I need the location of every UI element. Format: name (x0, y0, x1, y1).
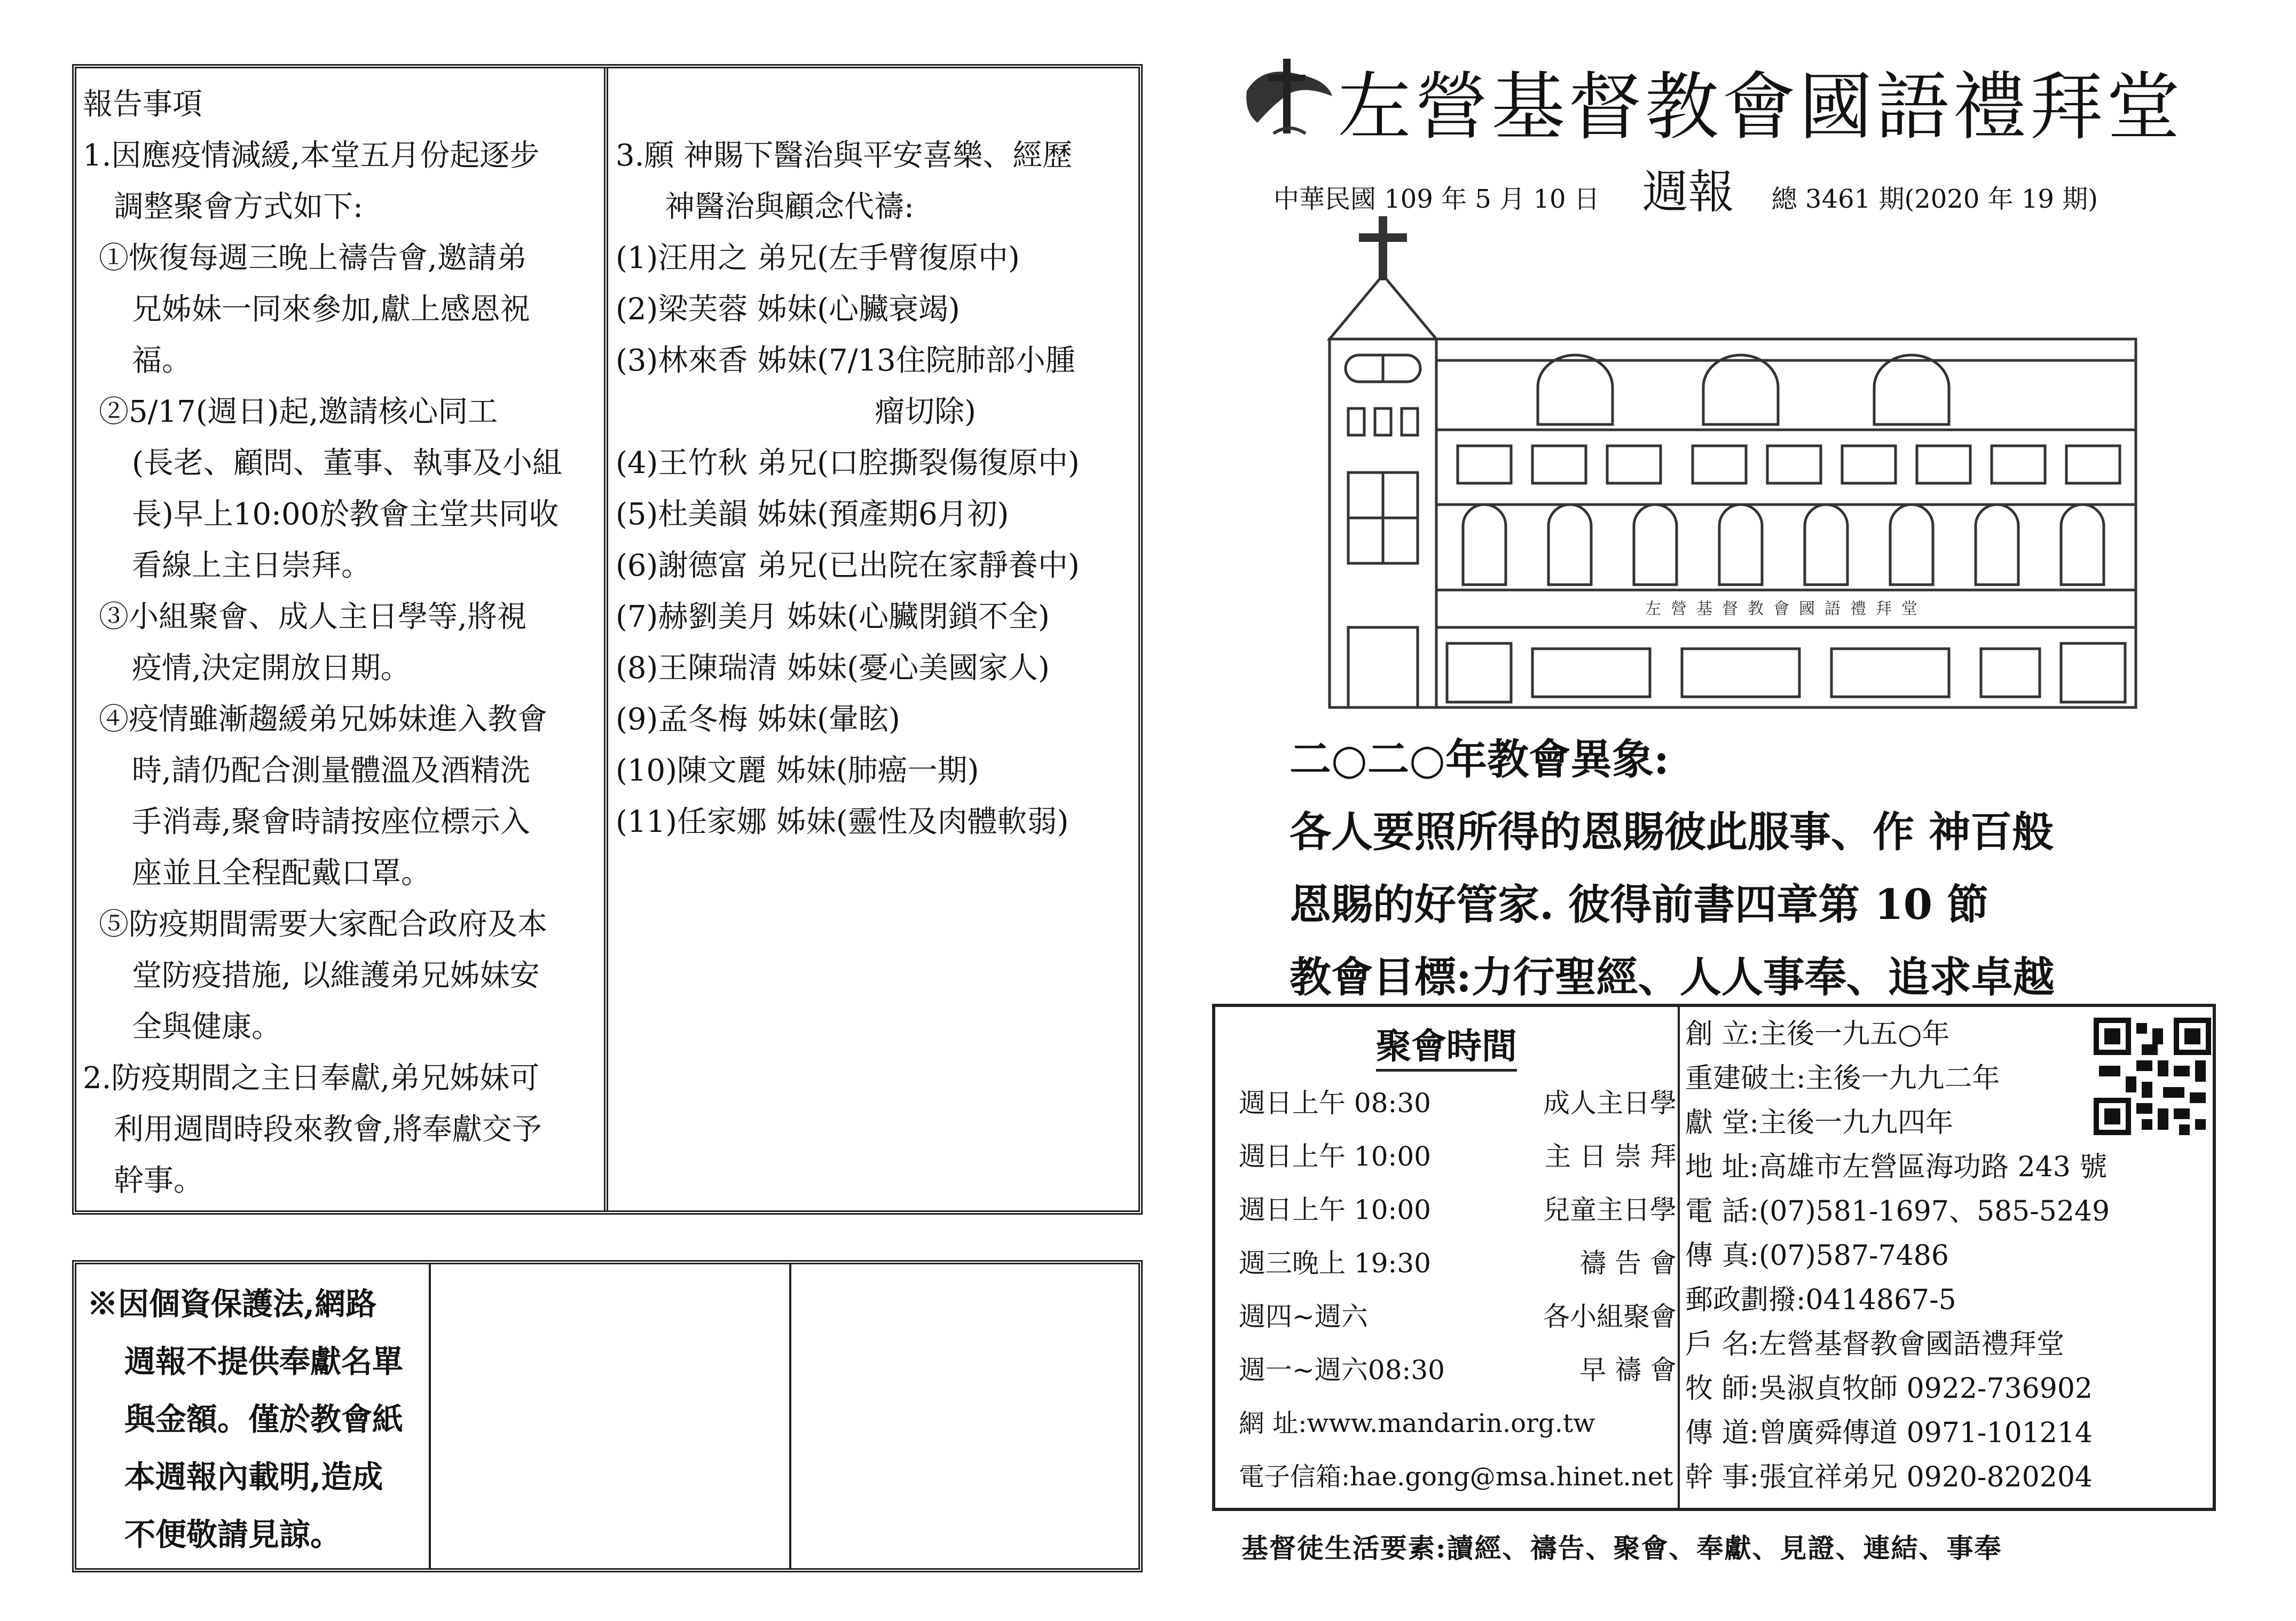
prayer-line: (3)林來香 姊妹(7/13住院肺部小腫 (616, 343, 1075, 378)
prayer-line: (9)孟冬梅 姊妹(暈眩) (616, 702, 900, 737)
announcement-line: 2.防疫期間之主日奉獻,弟兄姊妹可 (83, 1061, 540, 1096)
issue-number: 總 3461 期(2020 年 19 期) (1771, 184, 2098, 214)
meeting-row (1239, 1076, 1677, 1130)
announcement-line: 1.因應疫情減緩,本堂五月份起逐步 (83, 138, 540, 173)
meeting-time: 週日上午 10:00 (1239, 1141, 1431, 1172)
column-divider (604, 68, 608, 1210)
prayer-line: (8)王陳瑞清 姊妹(憂心美國家人) (616, 651, 1050, 686)
notice-divider (429, 1264, 431, 1568)
bulletin-date: 中華民國 109 年 5 月 10 日 (1273, 184, 1600, 214)
prayer-line: 瘤切除) (875, 395, 976, 429)
info-line: 牧 師:吳淑貞牧師 0922-736902 (1685, 1373, 2093, 1405)
prayer-line: (2)梁芙蓉 姊妹(心臟衰竭) (616, 292, 960, 327)
church-goal: 教會目標:力行聖經、人人事奉、追求卓越 (1289, 953, 2055, 1002)
meeting-name: 禱 告 會 (1579, 1248, 1677, 1279)
prayer-line: (5)杜美韻 姊妹(預產期6月初) (616, 497, 1009, 532)
meeting-row (1239, 1290, 1677, 1343)
prayer-line: (6)謝德富 弟兄(已出院在家靜養中) (616, 548, 1080, 583)
announcement-line: 座並且全程配戴口罩。 (132, 856, 431, 891)
vision-line: 恩賜的好管家. 彼得前書四章第 10 節 (1289, 880, 1989, 929)
bulletin-label: 週報 (1642, 166, 1734, 219)
meeting-time: 週四~週六 (1239, 1301, 1368, 1332)
meeting-name: 兒童主日學 (1543, 1194, 1677, 1225)
announcement-line: 兄姊妹一同來參加,獻上感恩祝 (132, 292, 530, 327)
announcement-line: 時,請仍配合測量體溫及酒精洗 (132, 753, 530, 788)
dateline (1273, 155, 2098, 221)
prayer-line: (10)陳文麗 姊妹(肺癌一期) (616, 753, 979, 788)
vision-line: 各人要照所得的恩賜彼此服事、作 神百般 (1289, 808, 2054, 856)
prayer-line: (7)赫劉美月 姊妹(心臟閉鎖不全) (616, 600, 1050, 634)
announcements-box (72, 64, 1143, 1215)
announcement-line: 堂防疫措施, 以維護弟兄姊妹安 (132, 958, 540, 993)
notice-divider (789, 1264, 791, 1568)
meeting-times-box (1212, 1004, 2216, 1511)
meeting-row (1239, 1183, 1677, 1237)
meeting-row (1239, 1343, 1677, 1397)
announcements-left-column (83, 79, 600, 1207)
qr-code-icon (2094, 1018, 2211, 1135)
info-line: 電 話:(07)581-1697、585-5249 (1685, 1195, 2110, 1227)
info-line: 幹 事:張宜祥弟兄 0920-820204 (1685, 1461, 2093, 1493)
vision-heading: 二○二○年教會異象: (1289, 735, 1669, 784)
info-line: 地 址:高雄市左營區海功路 243 號 (1685, 1151, 2108, 1183)
meeting-time: 週三晚上 19:30 (1239, 1248, 1431, 1279)
church-building-illustration (1308, 216, 2146, 713)
announcement-line: ③小組聚會、成人主日學等,將視 (99, 600, 527, 634)
announcement-line: ⑤防疫期間需要大家配合政府及本 (99, 907, 547, 942)
website[interactable]: 網 址:www.mandarin.org.tw (1239, 1408, 1595, 1438)
notice-line: ※因個資保護法,網路 (87, 1286, 377, 1322)
footer-christian-life: 基督徒生活要素:讀經、禱告、聚會、奉獻、見證、連結、事奉 (1241, 1532, 2002, 1564)
meeting-name: 主 日 崇 拜 (1544, 1141, 1677, 1172)
prayer-line: 神醫治與顧念代禱: (665, 190, 914, 224)
meeting-row (1239, 1237, 1677, 1290)
info-line: 郵政劃撥:0414867-5 (1685, 1284, 1956, 1316)
meeting-times-heading (1215, 1018, 1678, 1068)
announcement-line: 疫情,決定開放日期。 (132, 651, 411, 686)
privacy-notice-box (72, 1260, 1143, 1572)
building-sign: 左營基督教會國語禮拜堂 (1645, 600, 1927, 618)
announcement-line: 利用週間時段來教會,將奉獻交予 (114, 1112, 542, 1147)
announcement-line: 調整聚會方式如下: (114, 190, 363, 224)
prayer-line: (1)汪用之 弟兄(左手臂復原中) (616, 241, 1020, 276)
meeting-time: 週日上午 08:30 (1239, 1088, 1431, 1119)
notice-line: 不便敬請見諒。 (124, 1516, 342, 1553)
church-logo-icon (1241, 53, 1335, 139)
meeting-schedule (1239, 1076, 1677, 1397)
announcement-line: ②5/17(週日)起,邀請核心同工 (99, 395, 498, 429)
notice-line: 週報不提供奉獻名單 (124, 1343, 404, 1380)
privacy-notice (87, 1275, 423, 1563)
announcements-title: 報告事項 (83, 87, 202, 122)
announcement-line: ④疫情雖漸趨緩弟兄姊妹進入教會 (99, 702, 547, 737)
info-line: 傳 真:(07)587-7486 (1685, 1240, 1949, 1272)
church-vision (1289, 723, 2192, 1014)
announcement-line: 福。 (132, 343, 192, 378)
announcement-line: (長老、顧問、董事、執事及小組 (132, 446, 562, 481)
meeting-name: 各小組聚會 (1543, 1301, 1677, 1332)
contact-web (1239, 1397, 1682, 1504)
notice-line: 本週報內載明,造成 (124, 1459, 383, 1495)
notice-line: 與金額。僅於教會紙 (124, 1401, 404, 1437)
info-line: 傳 道:曾廣舜傳道 0971-101214 (1685, 1417, 2093, 1449)
info-line: 戶 名:左營基督教會國語禮拜堂 (1685, 1328, 2065, 1360)
meeting-times-title: 聚會時間 (1376, 1025, 1517, 1072)
announcement-line: 幹事。 (114, 1163, 203, 1198)
announcement-line: 全與健康。 (132, 1010, 281, 1044)
prayer-line: 3.願 神賜下醫治與平安喜樂、經歷 (616, 138, 1073, 173)
announcement-line: ①恢復每週三晚上禱告會,邀請弟 (99, 241, 527, 276)
info-line: 重建破土:主後一九九二年 (1685, 1063, 2000, 1095)
meeting-time: 週一~週六08:30 (1239, 1355, 1445, 1386)
prayer-requests-column (616, 130, 1139, 848)
prayer-line: (4)王竹秋 弟兄(口腔撕裂傷復原中) (616, 446, 1080, 481)
meeting-name: 早 禱 會 (1579, 1355, 1677, 1386)
info-line: 獻 堂:主後一九九四年 (1685, 1107, 1954, 1139)
church-name: 左營基督教會國語禮拜堂 (1338, 64, 2184, 150)
meeting-name: 成人主日學 (1543, 1088, 1677, 1119)
announcement-line: 看線上主日崇拜。 (132, 548, 371, 583)
info-line: 創 立:主後一九五○年 (1685, 1018, 1950, 1050)
meeting-row (1239, 1130, 1677, 1183)
email[interactable]: 電子信箱:hae.gong@msa.hinet.net (1239, 1462, 1673, 1492)
announcement-line: 長)早上10:00於教會主堂共同收 (132, 497, 559, 532)
announcement-line: 手消毒,聚會時請按座位標示入 (132, 805, 530, 839)
prayer-line: (11)任家娜 姊妹(靈性及肉體軟弱) (616, 805, 1069, 839)
meeting-time: 週日上午 10:00 (1239, 1194, 1431, 1225)
